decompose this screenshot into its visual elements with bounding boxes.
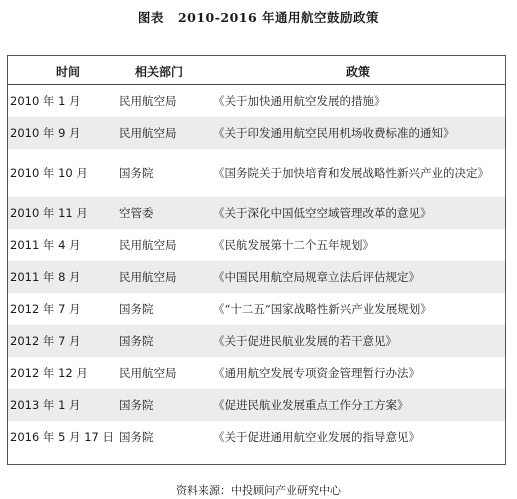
row-time: 2013 年 1 月 (10, 398, 81, 412)
row-time: 2010 年 1 月 (10, 94, 81, 108)
row-policy: 《通用航空发展专项资金管理暂行办法》 (213, 366, 420, 380)
row-time: 2012 年 7 月 (10, 334, 81, 348)
table-row (8, 117, 505, 149)
row-time: 2012 年 7 月 (10, 302, 81, 316)
row-dept: 国务院 (119, 334, 154, 348)
figure-title-text: 2010-2016 年通用航空鼓励政策 (177, 10, 380, 25)
row-time: 2011 年 8 月 (10, 270, 81, 284)
table-row (8, 293, 505, 325)
row-dept: 民用航空局 (119, 366, 177, 380)
table-row (8, 85, 505, 117)
row-policy: 《关于促进民航业发展的若干意见》 (213, 334, 397, 348)
header-policy: 政策 (346, 65, 371, 79)
row-dept: 国务院 (119, 166, 154, 180)
row-policy: 《“十二五”国家战略性新兴产业发展规划》 (213, 302, 432, 316)
table-row (8, 261, 505, 293)
row-dept: 国务院 (119, 430, 154, 444)
table-row (8, 229, 505, 261)
table-row (8, 149, 505, 197)
figure-label: 图表 (137, 10, 164, 25)
row-policy: 《国务院关于加快培育和发展战略性新兴产业的决定》 (213, 166, 489, 180)
source-note: 资料来源：中投顾问产业研究中心 (176, 484, 341, 497)
row-time: 2012 年 12 月 (10, 366, 88, 380)
policy-table (7, 55, 506, 465)
table-row (8, 357, 505, 389)
table-body (8, 85, 505, 453)
row-policy: 《民航发展第十二个五年规划》 (213, 238, 374, 252)
header-dept: 相关部门 (135, 65, 184, 79)
row-dept: 民用航空局 (119, 94, 177, 108)
row-policy: 《促进民航业发展重点工作分工方案》 (213, 398, 409, 412)
row-dept: 国务院 (119, 398, 154, 412)
row-dept: 民用航空局 (119, 126, 177, 140)
row-policy: 《关于深化中国低空空域管理改革的意见》 (213, 206, 432, 220)
row-time: 2010 年 9 月 (10, 126, 81, 140)
row-policy: 《关于加快通用航空发展的措施》 (213, 94, 386, 108)
row-time: 2016 年 5 月 17 日 (10, 430, 114, 444)
table-header (8, 56, 505, 85)
row-dept: 空管委 (119, 206, 154, 220)
row-policy: 《中国民用航空局规章立法后评估规定》 (213, 270, 420, 284)
header-time: 时间 (56, 65, 81, 79)
row-dept: 民用航空局 (119, 270, 177, 284)
figure-title (0, 8, 517, 26)
row-dept: 民用航空局 (119, 238, 177, 252)
table-row (8, 325, 505, 357)
row-time: 2011 年 4 月 (10, 238, 81, 252)
table-row (8, 421, 505, 453)
row-policy: 《关于印发通用航空民用机场收费标准的通知》 (213, 126, 455, 140)
row-time: 2010 年 11 月 (10, 206, 88, 220)
row-dept: 国务院 (119, 302, 154, 316)
row-policy: 《关于促进通用航空业发展的指导意见》 (213, 430, 420, 444)
table-row (8, 389, 505, 421)
table-row (8, 197, 505, 229)
row-time: 2010 年 10 月 (10, 166, 88, 180)
